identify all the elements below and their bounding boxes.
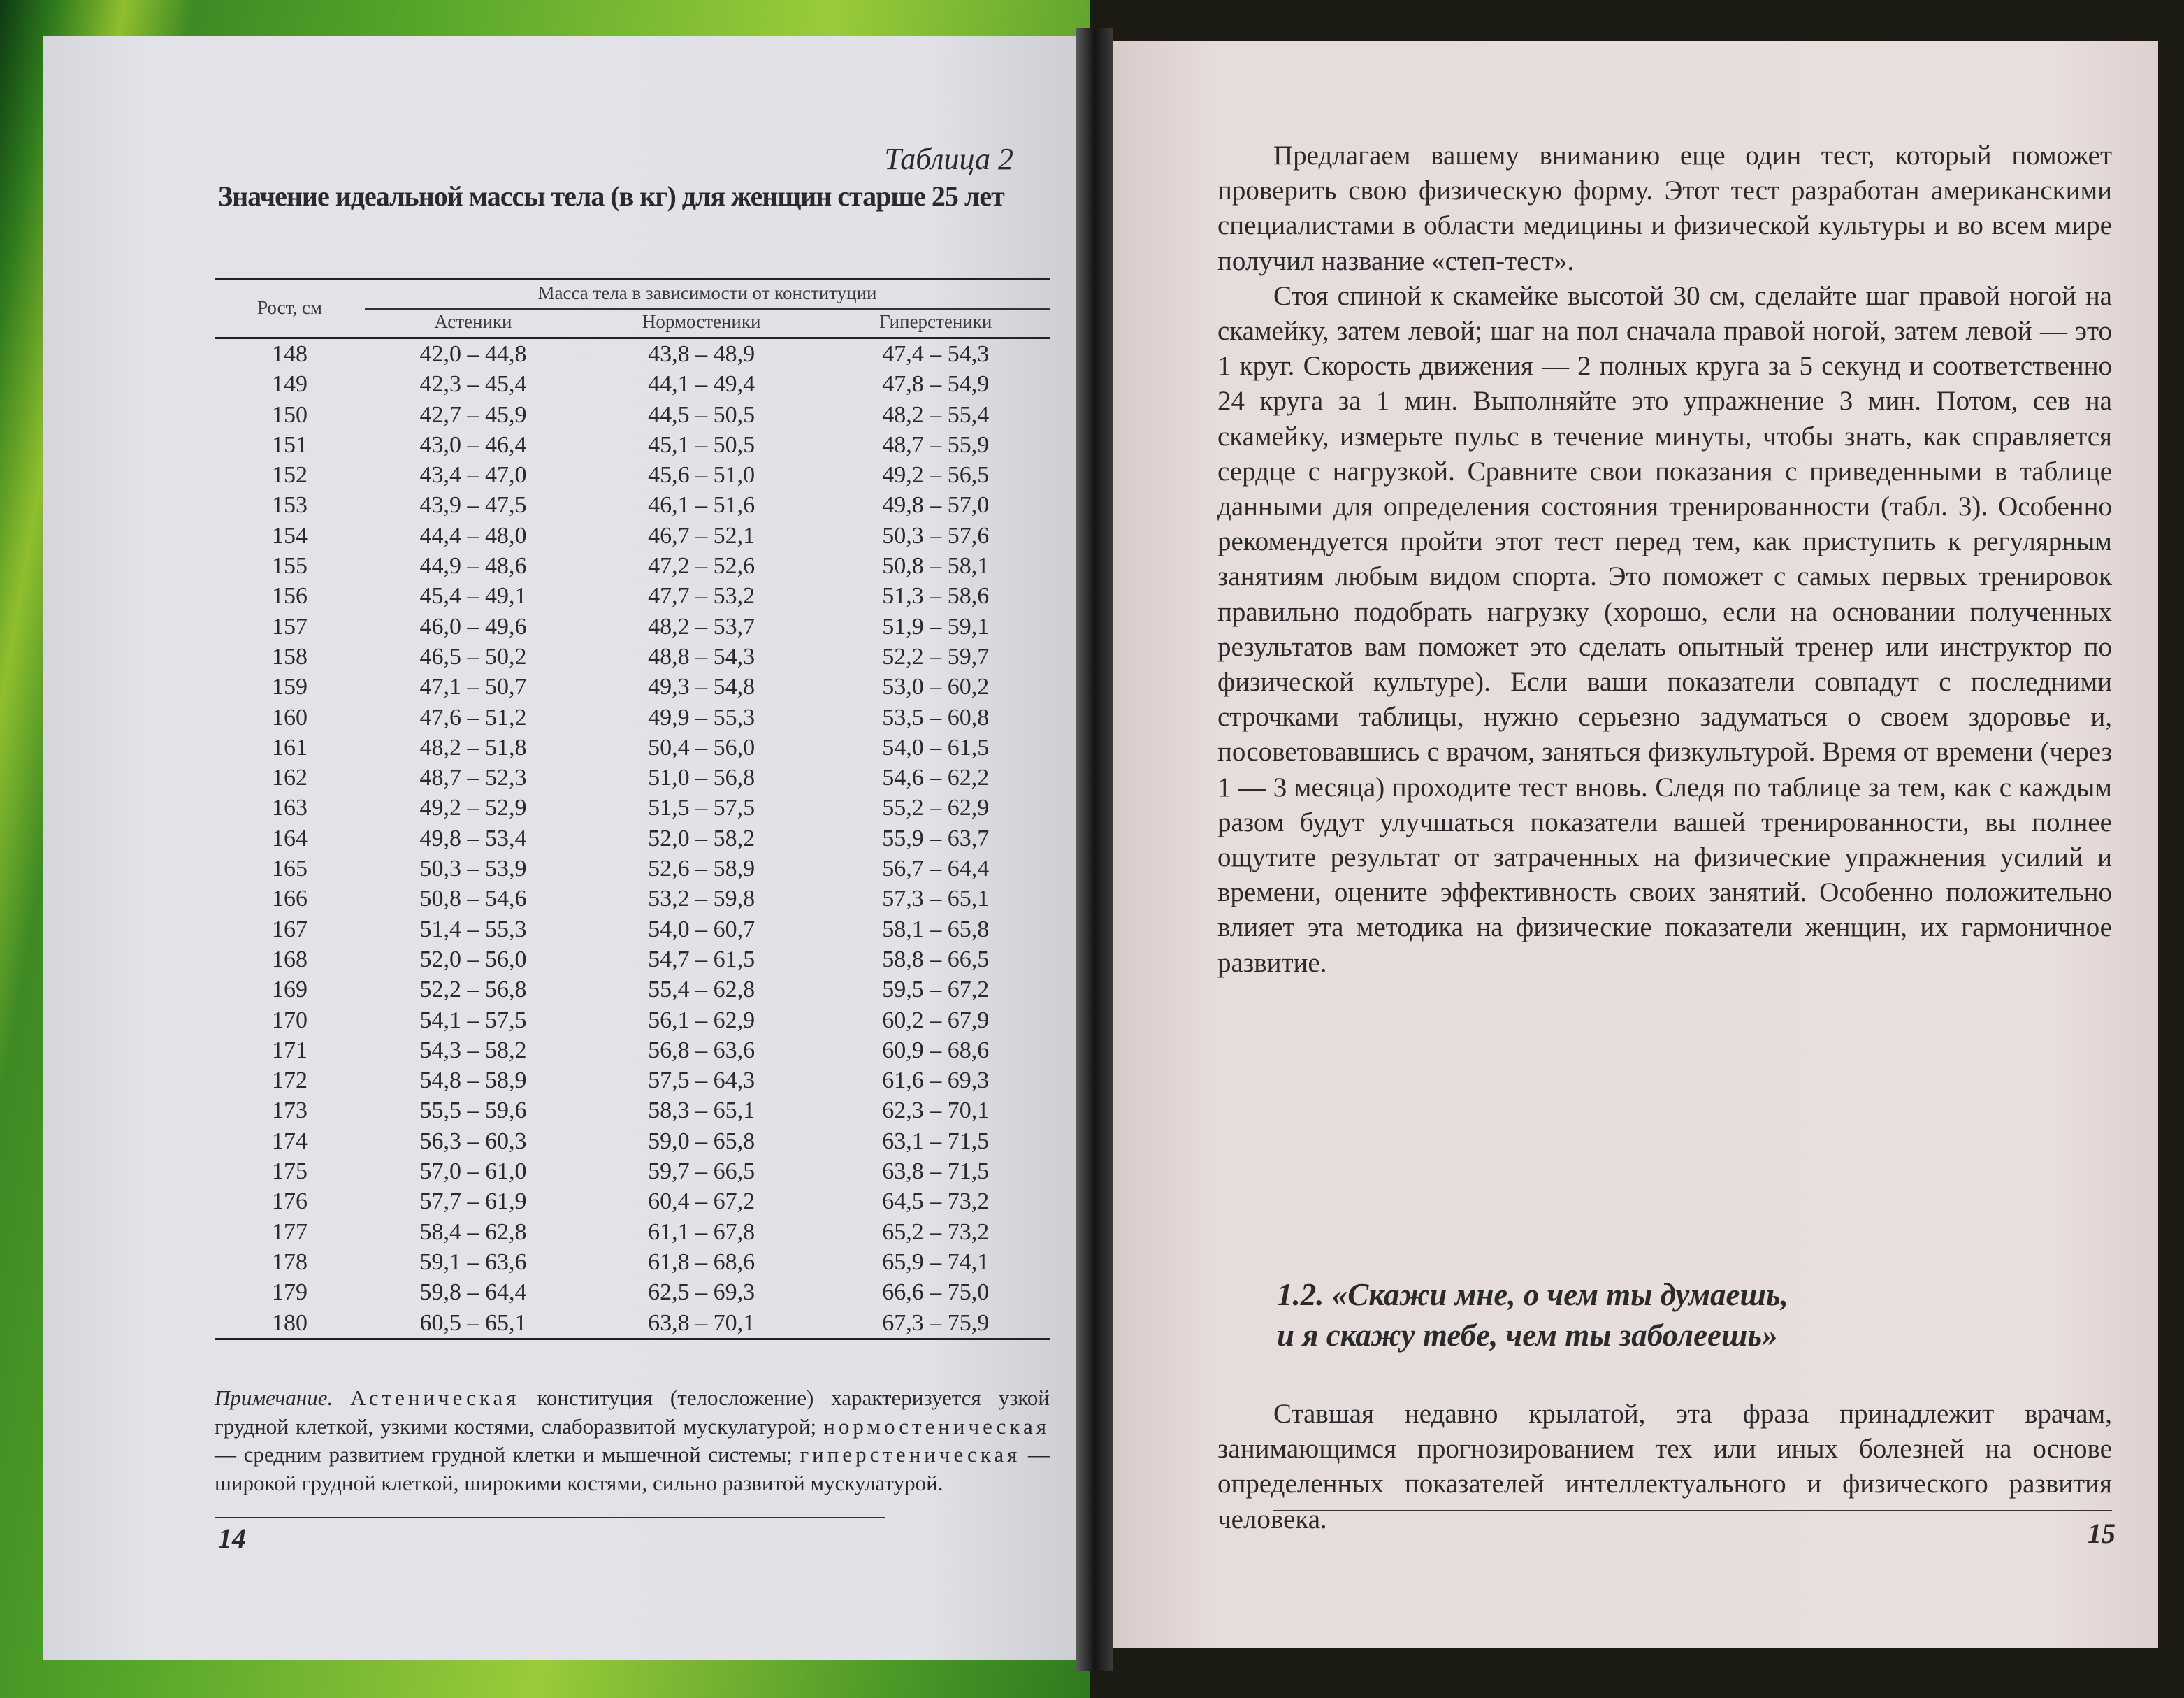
cell-normosthenic: 44,1 – 49,4 — [648, 371, 755, 398]
cell-height: 174 — [272, 1128, 308, 1154]
cell-hypersthenic: 67,3 – 75,9 — [882, 1309, 990, 1336]
cell-asthenic: 60,5 – 65,1 — [419, 1309, 527, 1336]
cell-height: 166 — [272, 886, 308, 912]
header-normosthenic: Нормостеники — [642, 311, 761, 332]
cell-height: 172 — [272, 1067, 308, 1094]
table-row — [215, 369, 1050, 399]
cell-height: 157 — [272, 613, 308, 640]
table-row — [215, 581, 1050, 611]
cell-asthenic: 54,1 – 57,5 — [419, 1007, 527, 1033]
cell-height: 149 — [272, 371, 308, 398]
table-row — [215, 1005, 1050, 1035]
cell-hypersthenic: 65,2 – 73,2 — [882, 1218, 990, 1245]
cell-normosthenic: 60,4 – 67,2 — [648, 1188, 755, 1215]
cell-asthenic: 58,4 – 62,8 — [419, 1218, 527, 1245]
table-number: Таблица 2 — [884, 142, 1013, 176]
cell-height: 148 — [272, 341, 308, 367]
cell-normosthenic: 50,4 – 56,0 — [648, 734, 755, 761]
cell-height: 160 — [272, 704, 308, 731]
note-text-hypersthenic: — широкой грудной клеткой, широкими костями, сильно развитой мускулатурой. — [215, 1442, 1050, 1495]
cell-asthenic: 46,0 – 49,6 — [419, 613, 527, 640]
table-row — [215, 703, 1050, 733]
table-row — [215, 338, 1050, 370]
ideal-mass-table — [215, 281, 1050, 1340]
cell-hypersthenic: 47,4 – 54,3 — [882, 341, 990, 367]
intro-text — [1217, 138, 2112, 981]
cell-asthenic: 54,8 – 58,9 — [419, 1067, 527, 1094]
table-row — [215, 1186, 1050, 1216]
cell-height: 154 — [272, 522, 308, 549]
table-row — [215, 823, 1050, 854]
cell-asthenic: 47,1 – 50,7 — [419, 674, 527, 700]
table-row — [215, 430, 1050, 460]
cell-asthenic: 43,9 – 47,5 — [419, 492, 527, 519]
cell-asthenic: 51,4 – 55,3 — [419, 916, 527, 942]
table-top-rule — [215, 278, 1050, 280]
cell-hypersthenic: 59,5 – 67,2 — [882, 977, 990, 1003]
table-row — [215, 974, 1050, 1005]
cell-asthenic: 50,8 – 54,6 — [419, 886, 527, 912]
cell-hypersthenic: 62,3 – 70,1 — [882, 1098, 990, 1124]
table-row — [215, 1126, 1050, 1156]
cell-normosthenic: 47,7 – 53,2 — [648, 583, 755, 610]
cell-normosthenic: 52,0 – 58,2 — [648, 825, 755, 851]
footer-rule — [1273, 1510, 2112, 1511]
cell-asthenic: 56,3 – 60,3 — [419, 1128, 527, 1154]
cell-hypersthenic: 55,2 – 62,9 — [882, 795, 990, 821]
cell-height: 176 — [272, 1188, 308, 1215]
cell-asthenic: 59,8 – 64,4 — [419, 1279, 527, 1306]
cell-normosthenic: 59,7 – 66,5 — [648, 1158, 755, 1185]
cell-normosthenic: 62,5 – 69,3 — [648, 1279, 755, 1306]
cell-asthenic: 42,7 – 45,9 — [419, 401, 527, 428]
table-row — [215, 642, 1050, 672]
header-asthenic: Астеники — [434, 311, 512, 332]
section-heading-line: 1.2. «Скажи мне, о чем ты думаешь, — [1277, 1277, 1788, 1312]
cell-asthenic: 49,2 – 52,9 — [419, 795, 527, 821]
cell-height: 173 — [272, 1098, 308, 1124]
page-number-left: 14 — [218, 1523, 246, 1554]
cell-normosthenic: 48,2 – 53,7 — [648, 613, 755, 640]
cell-normosthenic: 43,8 – 48,9 — [648, 341, 755, 367]
table-row — [215, 1308, 1050, 1339]
cell-hypersthenic: 50,8 – 58,1 — [882, 553, 990, 580]
cell-hypersthenic: 51,3 – 58,6 — [882, 583, 990, 610]
right-page — [1113, 41, 2158, 1648]
cell-normosthenic: 61,1 – 67,8 — [648, 1218, 755, 1245]
cell-height: 163 — [272, 795, 308, 821]
cell-height: 153 — [272, 492, 308, 519]
cell-hypersthenic: 54,6 – 62,2 — [882, 765, 990, 791]
table-row — [215, 521, 1050, 551]
cell-asthenic: 49,8 – 53,4 — [419, 825, 527, 851]
table-row — [215, 763, 1050, 793]
table-row — [215, 612, 1050, 642]
note-term-asthenic: Астеническая — [350, 1386, 520, 1410]
cell-asthenic: 43,0 – 46,4 — [419, 431, 527, 458]
cell-normosthenic: 48,8 – 54,3 — [648, 643, 755, 670]
cell-hypersthenic: 58,1 – 65,8 — [882, 916, 990, 942]
cell-hypersthenic: 53,5 – 60,8 — [882, 704, 990, 731]
cell-normosthenic: 55,4 – 62,8 — [648, 977, 755, 1003]
table-row — [215, 400, 1050, 430]
cell-asthenic: 47,6 – 51,2 — [419, 704, 527, 731]
cell-hypersthenic: 56,7 – 64,4 — [882, 856, 990, 882]
cell-hypersthenic: 63,8 – 71,5 — [882, 1158, 990, 1185]
cell-normosthenic: 45,6 – 51,0 — [648, 462, 755, 489]
cell-hypersthenic: 63,1 – 71,5 — [882, 1128, 990, 1154]
table-row — [215, 490, 1050, 520]
cell-normosthenic: 44,5 – 50,5 — [648, 401, 755, 428]
cell-height: 169 — [272, 977, 308, 1003]
cell-height: 155 — [272, 553, 308, 580]
section-text — [1217, 1397, 2112, 1537]
cell-hypersthenic: 60,9 – 68,6 — [882, 1037, 990, 1063]
cell-hypersthenic: 58,8 – 66,5 — [882, 946, 990, 972]
cell-normosthenic: 59,0 – 65,8 — [648, 1128, 755, 1154]
note-term-normosthenic: нормостеническая — [823, 1413, 1050, 1439]
section-heading-line: и я скажу тебе, чем ты заболеешь» — [1277, 1318, 1778, 1353]
cell-asthenic: 43,4 – 47,0 — [419, 462, 527, 489]
cell-asthenic: 48,2 – 51,8 — [419, 734, 527, 761]
cell-normosthenic: 51,0 – 56,8 — [648, 765, 755, 791]
table-row — [215, 854, 1050, 884]
cell-normosthenic: 56,8 – 63,6 — [648, 1037, 755, 1063]
cell-height: 162 — [272, 765, 308, 791]
cell-normosthenic: 63,8 – 70,1 — [648, 1309, 755, 1336]
paragraph: Предлагаем вашему вниманию еще один тест, который поможет проверить свою физическую форму. Этот тест разработан американскими специалистами в области медицины и физической культуры и во всем мире получил название «степ-тест». — [1217, 141, 2112, 276]
table-row — [215, 1035, 1050, 1065]
note-text-asthenic: конституция (телосложение) характеризуется узкой грудной клеткой, узкими костями, слаборазвитой мускулатурой; — [215, 1386, 1050, 1439]
cell-height: 168 — [272, 946, 308, 972]
table-row — [215, 793, 1050, 823]
cell-height: 156 — [272, 583, 308, 610]
cell-asthenic: 44,4 – 48,0 — [419, 522, 527, 549]
table-row — [215, 884, 1050, 914]
table-row — [215, 460, 1050, 490]
cell-hypersthenic: 53,0 – 60,2 — [882, 674, 990, 700]
table-title: Значение идеальной массы тела (в кг) для женщин старше 25 лет — [218, 180, 1004, 212]
cell-hypersthenic: 49,2 – 56,5 — [882, 462, 990, 489]
cell-height: 179 — [272, 1279, 308, 1306]
cell-asthenic: 48,7 – 52,3 — [419, 765, 527, 791]
paragraph: Стоя спиной к скамейке высотой 30 см, сделайте шаг правой ногой на скамейку, затем левой; шаг на пол сначала правой ногой, затем левой — это 1 круг. Скорость движения — 2 полных круга за 5 секунд и соответственно 24 круга за 1 мин. Выполняйте это упражнение 3 мин. Потом, сев на скамейку, измерьте пульс в течение минуты, чтобы знать, как справляется сердце с нагрузкой. Сравните свои показания с приведенными в таблице данными для определения состояния тренированности (табл. 3). Особенно рекомендуется пройти этот тест перед тем, как приступить к регулярным занятиям любым видом спорта. Это поможет с самых первых тренировок правильно подобрать нагрузку (хорошо, если на основании полученных результатов вам поможет это сделать опытный тренер или инструктор по физической культуре). Если ваши показатели совпадут с последними строчками таблицы, нужно серьезно задуматься о своем здоровье и, посоветовавшись с врачом, заняться физкультурой. Время от времени (через 1 — 3 месяца) проходите тест вновь. Следя по таблице за тем, как с каждым разом будут улучшаться показатели вашей тренированности, вы полнее ощутите результат от затраченных на физические упражнения усилий и времени, оцените эффективность своих занятий. Особенно положительно влияет эта методика на физические показатели женщин, их гармоничное развитие. — [1217, 280, 2112, 978]
cell-normosthenic: 57,5 – 64,3 — [648, 1067, 755, 1094]
cell-normosthenic: 53,2 – 59,8 — [648, 886, 755, 912]
cell-height: 151 — [272, 431, 308, 458]
table-row — [215, 1095, 1050, 1125]
cell-height: 158 — [272, 643, 308, 670]
cell-asthenic: 52,2 – 56,8 — [419, 977, 527, 1003]
cell-asthenic: 50,3 – 53,9 — [419, 856, 527, 882]
cell-asthenic: 59,1 – 63,6 — [419, 1249, 527, 1275]
table-row — [215, 1065, 1050, 1095]
page-number-right: 15 — [2088, 1518, 2116, 1549]
cell-hypersthenic: 51,9 – 59,1 — [882, 613, 990, 640]
cell-hypersthenic: 54,0 – 61,5 — [882, 734, 990, 761]
cell-hypersthenic: 66,6 – 75,0 — [882, 1279, 990, 1306]
cell-hypersthenic: 60,2 – 67,9 — [882, 1007, 990, 1033]
cell-normosthenic: 54,7 – 61,5 — [648, 946, 755, 972]
table-row — [215, 733, 1050, 763]
cell-height: 152 — [272, 462, 308, 489]
table-row — [215, 672, 1050, 702]
note-text-normosthenic: — средним развитием грудной клетки и мышечной системы; — [215, 1442, 793, 1467]
cell-hypersthenic: 48,7 – 55,9 — [882, 431, 990, 458]
cell-normosthenic: 58,3 – 65,1 — [648, 1098, 755, 1124]
cell-asthenic: 44,9 – 48,6 — [419, 553, 527, 580]
note-label: Примечание. — [215, 1386, 333, 1410]
cell-normosthenic: 46,1 – 51,6 — [648, 492, 755, 519]
paragraph: Ставшая недавно крылатой, эта фраза принадлежит врачам, занимающимся прогнозированием тех или иных болезней на основе определенных показателей интеллектуального и физического развития человека. — [1217, 1399, 2112, 1534]
header-hypersthenic: Гиперстеники — [879, 311, 992, 332]
cell-height: 165 — [272, 856, 308, 882]
cell-normosthenic: 51,5 – 57,5 — [648, 795, 755, 821]
cell-asthenic: 42,0 – 44,8 — [419, 341, 527, 367]
cell-height: 171 — [272, 1037, 308, 1063]
table-row — [215, 944, 1050, 974]
cell-hypersthenic: 65,9 – 74,1 — [882, 1249, 990, 1275]
table-row — [215, 1247, 1050, 1277]
table-row — [215, 1217, 1050, 1247]
section-heading — [1277, 1274, 2081, 1355]
table-row — [215, 914, 1050, 944]
table-row — [215, 1156, 1050, 1186]
cell-height: 180 — [272, 1309, 308, 1336]
cell-height: 175 — [272, 1158, 308, 1185]
cell-normosthenic: 47,2 – 52,6 — [648, 553, 755, 580]
cell-hypersthenic: 61,6 – 69,3 — [882, 1067, 990, 1094]
cell-hypersthenic: 48,2 – 55,4 — [882, 401, 990, 428]
cell-asthenic: 54,3 – 58,2 — [419, 1037, 527, 1063]
cell-normosthenic: 49,3 – 54,8 — [648, 674, 755, 700]
cell-hypersthenic: 49,8 – 57,0 — [882, 492, 990, 519]
cell-hypersthenic: 64,5 – 73,2 — [882, 1188, 990, 1215]
cell-asthenic: 55,5 – 59,6 — [419, 1098, 527, 1124]
left-page — [43, 36, 1076, 1660]
cell-normosthenic: 49,9 – 55,3 — [648, 704, 755, 731]
cell-normosthenic: 45,1 – 50,5 — [648, 431, 755, 458]
header-height: Рост, см — [257, 296, 322, 318]
cell-asthenic: 45,4 – 49,1 — [419, 583, 527, 610]
cell-normosthenic: 54,0 – 60,7 — [648, 916, 755, 942]
cell-asthenic: 46,5 – 50,2 — [419, 643, 527, 670]
cell-asthenic: 57,7 – 61,9 — [419, 1188, 527, 1215]
cell-height: 161 — [272, 734, 308, 761]
table-row — [215, 551, 1050, 581]
cell-hypersthenic: 52,2 – 59,7 — [882, 643, 990, 670]
cell-height: 150 — [272, 401, 308, 428]
note-term-hypersthenic: гиперстеническая — [800, 1442, 1021, 1467]
note-bottom-rule — [215, 1517, 885, 1518]
table-row — [215, 1277, 1050, 1307]
cell-hypersthenic: 55,9 – 63,7 — [882, 825, 990, 851]
cell-height: 170 — [272, 1007, 308, 1033]
cell-normosthenic: 56,1 – 62,9 — [648, 1007, 755, 1033]
cell-asthenic: 52,0 – 56,0 — [419, 946, 527, 972]
cell-height: 159 — [272, 674, 308, 700]
cell-asthenic: 42,3 – 45,4 — [419, 371, 527, 398]
cell-hypersthenic: 47,8 – 54,9 — [882, 371, 990, 398]
cell-normosthenic: 61,8 – 68,6 — [648, 1249, 755, 1275]
cell-normosthenic: 52,6 – 58,9 — [648, 856, 755, 882]
cell-asthenic: 57,0 – 61,0 — [419, 1158, 527, 1185]
cell-height: 164 — [272, 825, 308, 851]
cell-height: 177 — [272, 1218, 308, 1245]
cell-hypersthenic: 50,3 – 57,6 — [882, 522, 990, 549]
header-group: Масса тела в зависимости от конституции — [365, 281, 1050, 309]
book-spine-gutter — [1076, 28, 1113, 1671]
cell-normosthenic: 46,7 – 52,1 — [648, 522, 755, 549]
cell-height: 167 — [272, 916, 308, 942]
table-note — [215, 1384, 1050, 1497]
cell-hypersthenic: 57,3 – 65,1 — [882, 886, 990, 912]
cell-height: 178 — [272, 1249, 308, 1275]
